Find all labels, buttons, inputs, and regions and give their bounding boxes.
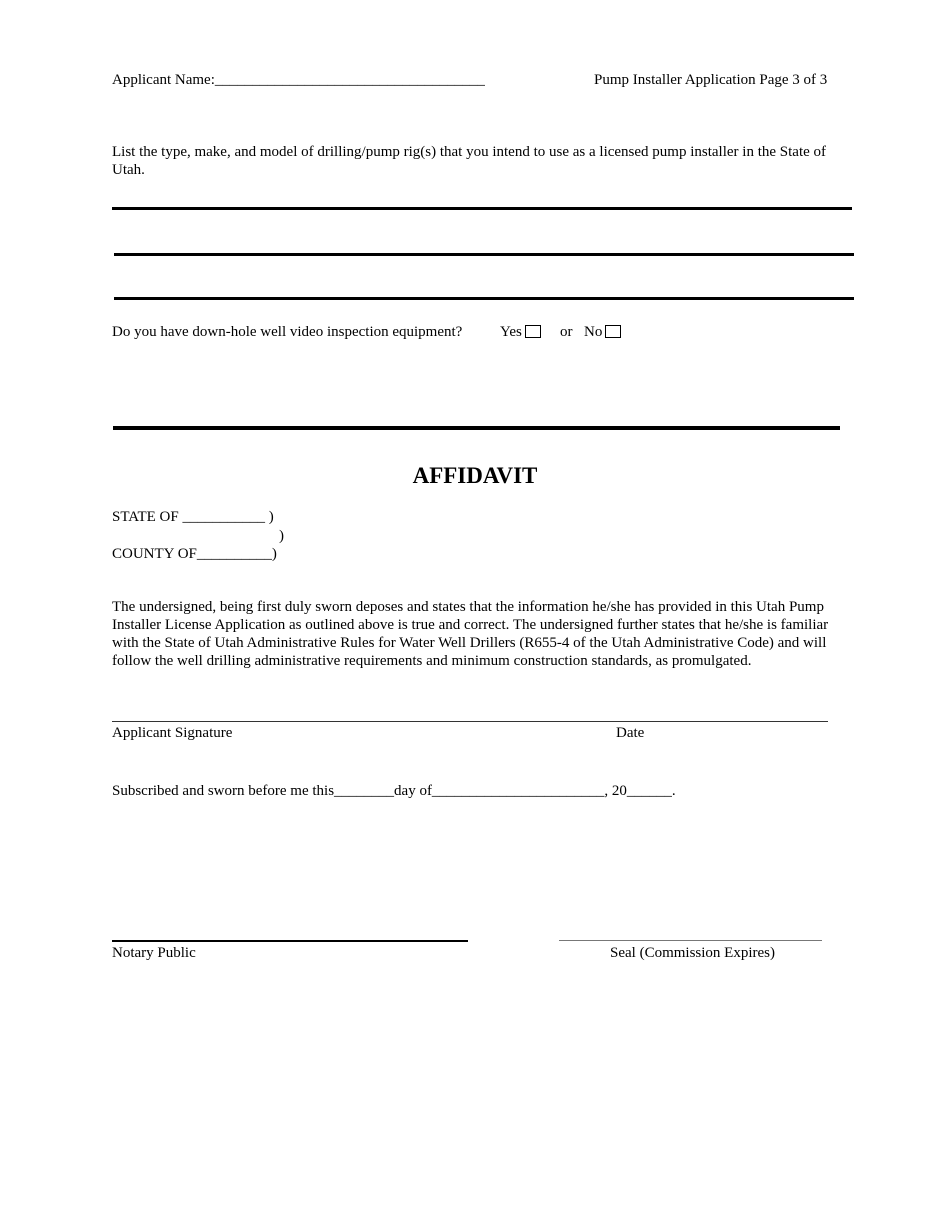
section-divider	[113, 426, 840, 430]
rig-answer-line-1[interactable]	[112, 207, 852, 210]
applicant-name-label: Applicant Name:____________________________________	[112, 72, 485, 88]
yes-label: Yes	[500, 324, 522, 340]
sworn-statement: Subscribed and sworn before me this________day of_______________________, 20______.	[112, 783, 676, 799]
notary-public-label: Notary Public	[112, 945, 196, 961]
county-of-line: COUNTY OF__________)	[112, 546, 277, 562]
yes-option	[500, 323, 541, 341]
yes-checkbox[interactable]	[525, 325, 541, 338]
or-label: or	[560, 324, 573, 340]
venue-paren: )	[279, 528, 284, 544]
rig-question-text: List the type, make, and model of drilling/pump rig(s) that you intend to use as a licensed pump installer in the State of Utah.	[112, 144, 827, 178]
affidavit-title: AFFIDAVIT	[412, 463, 538, 488]
no-option	[584, 323, 621, 341]
page-number-label: Pump Installer Application Page 3 of 3	[594, 72, 828, 88]
video-question-text: Do you have down-hole well video inspection equipment?	[112, 324, 463, 340]
commission-expires-text: (Commission Expires)	[639, 945, 775, 961]
rig-answer-line-3[interactable]	[114, 297, 854, 300]
state-of-line: STATE OF ___________ )	[112, 509, 274, 525]
seal-text: Seal	[610, 945, 636, 961]
no-label: No	[584, 324, 603, 340]
rig-answer-line-2[interactable]	[114, 253, 854, 256]
applicant-signature-line[interactable]	[112, 721, 828, 722]
seal-line[interactable]	[559, 940, 822, 941]
applicant-signature-label: Applicant Signature	[112, 725, 233, 741]
date-label: Date	[616, 725, 645, 741]
seal-label	[610, 944, 775, 962]
notary-signature-line[interactable]	[112, 940, 468, 942]
affidavit-body: The undersigned, being first duly sworn deposes and states that the information he/she has provided in this Utah Pump Installer License Application as outlined above is true and correct. The undersigned further states that he/she is familiar with the State of Utah Administrative Rules for Water Well Drillers (R655-4 of the Utah Administrative Code) and will follow the well drilling administrative requirements and minimum construction standards, as promulgated.	[112, 599, 829, 669]
no-checkbox[interactable]	[605, 325, 621, 338]
